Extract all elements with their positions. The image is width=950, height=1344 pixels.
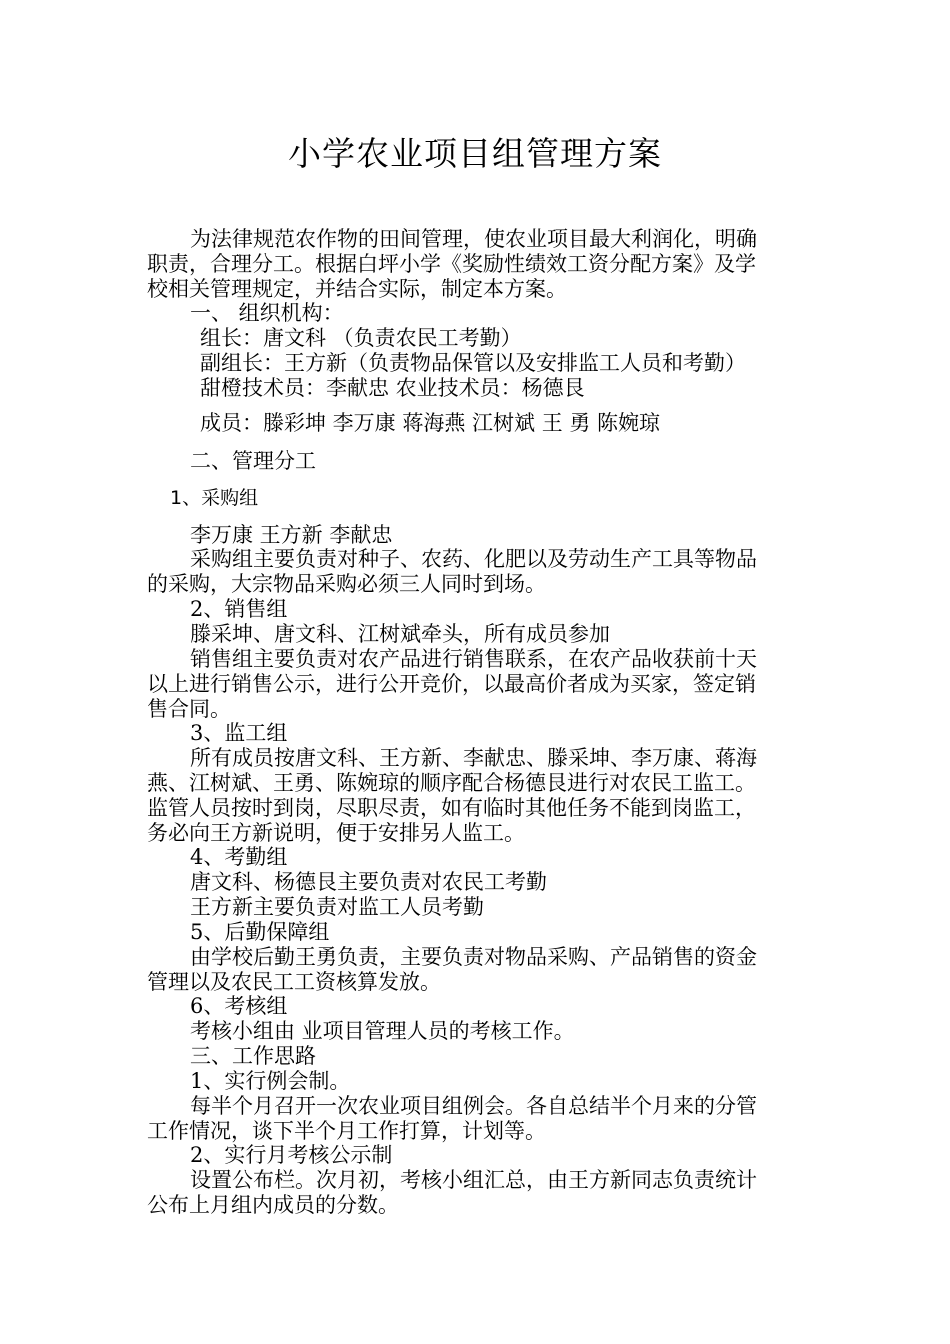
supervision-desc-4: 务必向王方新说明，便于安排另人监工。 [147,821,525,845]
supervision-desc-1: 所有成员按唐文科、王方新、李献忠、滕采坤、李万康、蒋海 [190,746,757,770]
purchasing-members: 李万康 王方新 李献忠 [190,523,393,547]
group-heading-supervision: 3、监工组 [190,721,288,745]
meetings-desc-2: 工作情况，谈下半个月工作打算，计划等。 [147,1119,546,1143]
assessment-desc-1: 考核小组由 业项目管理人员的考核工作。 [190,1019,575,1043]
sales-desc-1: 销售组主要负责对农产品进行销售联系，在农产品收获前十天 [190,647,757,671]
leader-line: 组长：唐文科 （负责农民工考勤） [200,326,522,350]
technicians-line: 甜橙技术员：李献忠 农业技术员：杨德艮 [200,376,585,400]
deputy-line: 副组长：王方新（负责物品保管以及安排监工人员和考勤） [200,351,746,375]
members-line: 成员：滕彩坤 李万康 蒋海燕 江树斌 王 勇 陈婉琼 [200,411,661,435]
sales-desc-2: 以上进行销售公示，进行公开竞价，以最高价者成为买家，签定销 [147,672,756,696]
document-title: 小学农业项目组管理方案 [288,134,662,173]
meetings-desc-1: 每半个月召开一次农业项目组例会。各自总结半个月来的分管 [190,1094,757,1118]
group-heading-attendance: 4、考勤组 [190,845,288,869]
section-heading-work-ideas: 三、工作思路 [190,1044,316,1068]
attendance-desc-2: 王方新主要负责对监工人员考勤 [190,895,484,919]
logistics-desc-2: 管理以及农民工工资核算发放。 [147,970,441,994]
intro-line-1: 为法律规范农作物的田间管理，使农业项目最大利润化，明确 [190,227,757,251]
supervision-desc-2: 燕、江树斌、王勇、陈婉琼的顺序配合杨德艮进行对农民工监工。 [147,771,756,795]
monthly-assessment-desc-1: 设置公布栏。次月初，考核小组汇总，由王方新同志负责统计 [190,1168,757,1192]
purchasing-desc-1: 采购组主要负责对种子、农药、化肥以及劳动生产工具等物品 [190,547,757,571]
section-heading-organization: 一、 组织机构： [190,301,344,325]
purchasing-desc-2: 的采购，大宗物品采购必须三人同时到场。 [147,572,546,596]
group-heading-purchasing: 1、采购组 [170,487,259,509]
monthly-assessment-desc-2: 公布上月组内成员的分数。 [147,1193,399,1217]
section-heading-division: 二、管理分工 [190,449,316,473]
intro-line-3: 校相关管理规定，并结合实际，制定本方案。 [147,277,567,301]
attendance-desc-1: 唐文科、杨德艮主要负责对农民工考勤 [190,870,547,894]
group-heading-assessment: 6、考核组 [190,994,288,1018]
supervision-desc-3: 监管人员按时到岗，尽职尽责，如有临时其他任务不能到岗监工， [147,796,756,820]
work-item-heading-monthly-assessment: 2、实行月考核公示制 [190,1143,393,1167]
group-heading-logistics: 5、后勤保障组 [190,920,330,944]
group-heading-sales: 2、销售组 [190,597,288,621]
intro-line-2: 职责，合理分工。根据白坪小学《奖励性绩效工资分配方案》及学 [147,252,756,276]
logistics-desc-1: 由学校后勤王勇负责，主要负责对物品采购、产品销售的资金 [190,945,757,969]
sales-desc-3: 售合同。 [147,697,231,721]
sales-members: 滕采坤、唐文科、江树斌牵头，所有成员参加 [190,622,610,646]
work-item-heading-meetings: 1、实行例会制。 [190,1069,351,1093]
